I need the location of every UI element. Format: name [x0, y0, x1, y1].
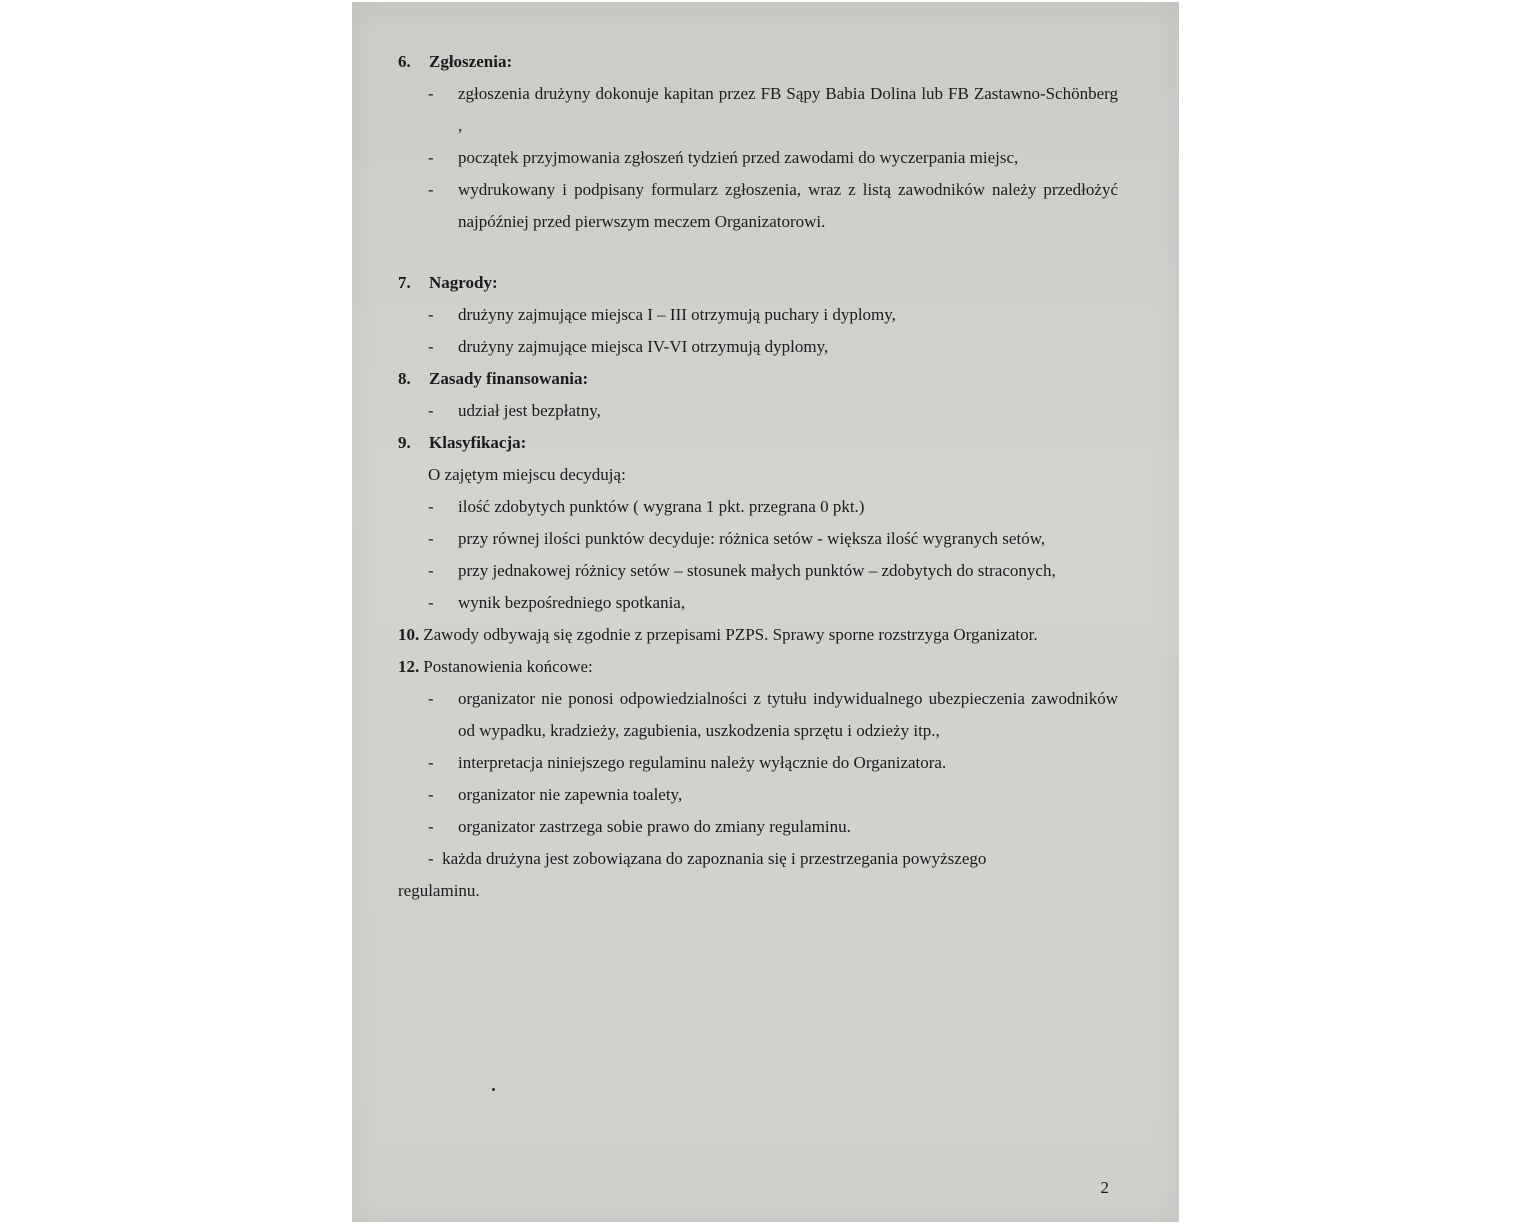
section-12-item: - organizator nie zapewnia toalety,: [428, 785, 683, 804]
section-7-item: - drużyny zajmujące miejsca I – III otrzymują puchary i dyplomy,: [428, 305, 896, 324]
section-9-item: - ilość zdobytych punktów ( wygrana 1 pkt. przegrana 0 pkt.): [428, 497, 865, 516]
document-page: [352, 2, 1179, 1222]
section-7-heading: 7. Nagrody:: [398, 273, 498, 292]
section-12-last-item-continuation: regulaminu.: [398, 881, 480, 900]
section-9-item: - wynik bezpośredniego spotkania,: [428, 593, 686, 612]
section-10-paragraph: 10. Zawody odbywają się zgodnie z przepisami PZPS. Sprawy sporne rozstrzyga Organizator.: [398, 625, 1038, 644]
section-8-item: - udział jest bezpłatny,: [428, 401, 601, 420]
section-8-heading: 8. Zasady finansowania:: [398, 369, 589, 388]
section-7-item: - drużyny zajmujące miejsca IV-VI otrzymują dyplomy,: [428, 337, 829, 356]
section-6-item: - zgłoszenia drużyny dokonuje kapitan przez FB Sąpy Babia Dolina lub FB Zastawno-Schönberg ,: [428, 84, 1118, 135]
section-9-item: - przy równej ilości punktów decyduje: różnica setów - większa ilość wygranych setów,: [428, 529, 1046, 548]
section-9-heading: 9. Klasyfikacja:: [398, 433, 527, 452]
section-12-item: - organizator nie ponosi odpowiedzialności z tytułu indywidualnego ubezpieczenia zawodników od wypadku, kradzieży, zagubienia, uszkodzenia sprzętu i odzieży itp.,: [428, 689, 1118, 740]
document-text: [398, 46, 1118, 907]
section-12-item: - interpretacja niniejszego regulaminu należy wyłącznie do Organizatora.: [428, 753, 947, 772]
section-12-heading: 12. Postanowienia końcowe:: [398, 657, 593, 676]
section-9-intro: O zajętym miejscu decydują:: [428, 465, 626, 484]
section-12-last-item: - każda drużyna jest zobowiązana do zapoznania się i przestrzegania powyższego: [428, 849, 987, 868]
paper-speck: [492, 1088, 495, 1091]
section-6-heading: 6. Zgłoszenia:: [398, 52, 513, 71]
section-9-item: - przy jednakowej różnicy setów – stosunek małych punktów – zdobytych do straconych,: [428, 561, 1056, 580]
section-6-item: - początek przyjmowania zgłoszeń tydzień przed zawodami do wyczerpania miejsc,: [428, 148, 1019, 167]
section-6-item: - wydrukowany i podpisany formularz zgłoszenia, wraz z listą zawodników należy przedłożyć najpóźniej przed pierwszym meczem Organizatorowi.: [428, 180, 1118, 231]
page-number: 2: [1100, 1178, 1109, 1197]
section-12-item: - organizator zastrzega sobie prawo do zmiany regulaminu.: [428, 817, 851, 836]
